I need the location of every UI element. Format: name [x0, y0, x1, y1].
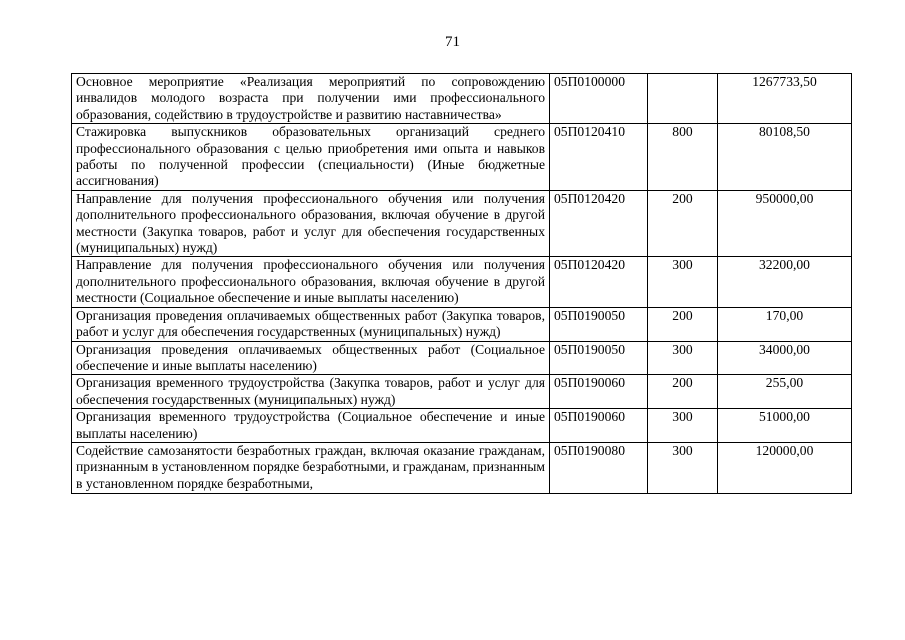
target-article-code: 05П0120420: [550, 190, 648, 257]
expense-type: 200: [648, 375, 718, 409]
page-number: 71: [445, 34, 460, 50]
target-article-code: 05П0120420: [550, 257, 648, 307]
expense-type: 200: [648, 307, 718, 341]
table-row: [72, 409, 852, 443]
expense-type: 300: [648, 409, 718, 443]
table-row: [72, 124, 852, 191]
expense-name: Содействие самозанятости безработных граждан, включая оказание гражданам, признанным в установленном порядке безработными, и гражданам, признанным в установленном порядке безработными,: [72, 442, 550, 493]
table-row: [72, 190, 852, 257]
target-article-code: 05П0190050: [550, 341, 648, 375]
amount: 120000,00: [718, 442, 852, 493]
target-article-code: 05П0100000: [550, 74, 648, 124]
amount: 950000,00: [718, 190, 852, 257]
table-row: [72, 257, 852, 307]
expense-type: 300: [648, 341, 718, 375]
expense-name: Стажировка выпускников образовательных организаций среднего профессионального образования с целью приобретения ими опыта и навыков работы по полученной профессии (специальности) (Иные бюджетные ассигнования): [72, 124, 550, 191]
amount: 32200,00: [718, 257, 852, 307]
expense-name: Направление для получения профессионального обучения или получения дополнительного профессионального образования, включая обучение в другой местности (Закупка товаров, работ и услуг для обеспечения государственных (муниципальных) нужд): [72, 190, 550, 257]
amount: 34000,00: [718, 341, 852, 375]
table-row: [72, 307, 852, 341]
amount: 80108,50: [718, 124, 852, 191]
expense-type: 800: [648, 124, 718, 191]
amount: 255,00: [718, 375, 852, 409]
amount: 1267733,50: [718, 74, 852, 124]
target-article-code: 05П0120410: [550, 124, 648, 191]
expense-name: Организация временного трудоустройства (Социальное обеспечение и иные выплаты населению): [72, 409, 550, 443]
target-article-code: 05П0190060: [550, 409, 648, 443]
amount: 51000,00: [718, 409, 852, 443]
expense-type: [648, 74, 718, 124]
target-article-code: 05П0190080: [550, 442, 648, 493]
expense-name: Направление для получения профессионального обучения или получения дополнительного профессионального образования, включая обучение в другой местности (Социальное обеспечение и иные выплаты населению): [72, 257, 550, 307]
table-row: [72, 375, 852, 409]
expense-name: Организация проведения оплачиваемых общественных работ (Социальное обеспечение и иные выплаты населению): [72, 341, 550, 375]
expense-name: Основное мероприятие «Реализация мероприятий по сопровождению инвалидов молодого возраста при получении ими профессионального образования, содействию в трудоустройстве и развитию наставничества»: [72, 74, 550, 124]
target-article-code: 05П0190060: [550, 375, 648, 409]
budget-table: [71, 73, 852, 494]
expense-type: 300: [648, 442, 718, 493]
target-article-code: 05П0190050: [550, 307, 648, 341]
table-row: [72, 442, 852, 493]
table-row: [72, 341, 852, 375]
expense-name: Организация проведения оплачиваемых общественных работ (Закупка товаров, работ и услуг для обеспечения государственных (муниципальных) нужд): [72, 307, 550, 341]
expense-type: 300: [648, 257, 718, 307]
expense-name: Организация временного трудоустройства (Закупка товаров, работ и услуг для обеспечения государственных (муниципальных) нужд): [72, 375, 550, 409]
amount: 170,00: [718, 307, 852, 341]
expense-type: 200: [648, 190, 718, 257]
table-row: [72, 74, 852, 124]
